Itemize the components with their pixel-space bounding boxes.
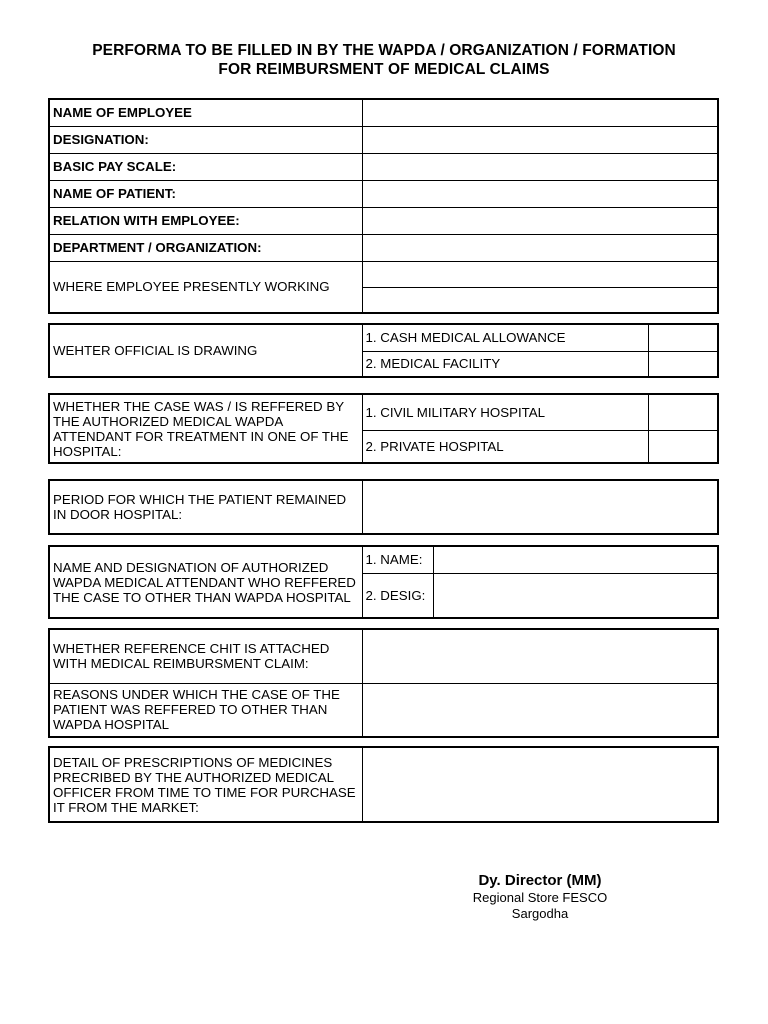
patient-name-field[interactable] [362, 180, 718, 207]
civil-military-checkbox[interactable] [648, 394, 718, 430]
private-hospital-checkbox[interactable] [648, 430, 718, 463]
cash-allowance-option: 1. CASH MEDICAL ALLOWANCE [362, 324, 648, 351]
employee-name-field[interactable] [362, 99, 718, 126]
drawing-table [48, 323, 719, 378]
relation-label: RELATION WITH EMPLOYEE: [49, 207, 362, 234]
signature-title: Dy. Director (MM) [478, 872, 602, 889]
employee-name-label: NAME OF EMPLOYEE [49, 99, 362, 126]
relation-field[interactable] [362, 207, 718, 234]
cash-allowance-checkbox[interactable] [648, 324, 718, 351]
period-field[interactable] [362, 480, 718, 534]
working-location-field-2[interactable] [362, 287, 718, 313]
civil-military-option: 1. CIVIL MILITARY HOSPITAL [362, 394, 648, 430]
department-label: DEPARTMENT / ORGANIZATION: [49, 234, 362, 261]
form-title-line-1: PERFORMA TO BE FILLED IN BY THE WAPDA / ORGANIZATION / FORMATION [92, 42, 676, 59]
private-hospital-option: 2. PRIVATE HOSPITAL [362, 430, 648, 463]
patient-name-label: NAME OF PATIENT: [49, 180, 362, 207]
attendant-table [48, 545, 719, 619]
prescriptions-table [48, 746, 719, 823]
working-location-label: WHERE EMPLOYEE PRESENTLY WORKING [49, 261, 362, 313]
designation-field[interactable] [362, 126, 718, 153]
drawing-label: WEHTER OFFICIAL IS DRAWING [49, 324, 362, 377]
attendant-label: NAME AND DESIGNATION OF AUTHORIZED WAPDA MEDICAL ATTENDANT WHO REFFERED THE CASE TO OTHER THAN WAPDA HOSPITAL [49, 546, 362, 618]
form-title [0, 41, 768, 79]
attendant-desig-label: 2. DESIG: [362, 573, 433, 618]
chit-field[interactable] [362, 629, 718, 683]
department-field[interactable] [362, 234, 718, 261]
chit-label: WHETHER REFERENCE CHIT IS ATTACHED WITH MEDICAL REIMBURSMENT CLAIM: [49, 629, 362, 683]
referral-label: WHETHER THE CASE WAS / IS REFFERED BY THE AUTHORIZED MEDICAL WAPDA ATTENDANT FOR TREATMENT IN ONE OF THE HOSPITAL: [49, 394, 362, 463]
signature-line-2: Sargodha [511, 906, 569, 921]
working-location-field-1[interactable] [362, 261, 718, 287]
chit-table [48, 628, 719, 738]
form-title-line-2: FOR REIMBURSMENT OF MEDICAL CLAIMS [218, 61, 550, 78]
pay-scale-label: BASIC PAY SCALE: [49, 153, 362, 180]
pay-scale-field[interactable] [362, 153, 718, 180]
attendant-name-label: 1. NAME: [362, 546, 433, 573]
prescriptions-label: DETAIL OF PRESCRIPTIONS OF MEDICINES PRECRIBED BY THE AUTHORIZED MEDICAL OFFICER FROM TIME TO TIME FOR PURCHASE IT FROM THE MARKET: [49, 747, 362, 822]
designation-label: DESIGNATION: [49, 126, 362, 153]
signature-block [430, 872, 650, 922]
period-table [48, 479, 719, 535]
reasons-field[interactable] [362, 683, 718, 737]
reasons-label: REASONS UNDER WHICH THE CASE OF THE PATIENT WAS REFFERED TO OTHER THAN WAPDA HOSPITAL [49, 683, 362, 737]
attendant-name-field[interactable] [433, 546, 718, 573]
medical-facility-option: 2. MEDICAL FACILITY [362, 351, 648, 377]
prescriptions-field[interactable] [362, 747, 718, 822]
employee-info-table [48, 98, 719, 314]
referral-table [48, 393, 719, 464]
period-label: PERIOD FOR WHICH THE PATIENT REMAINED IN DOOR HOSPITAL: [49, 480, 362, 534]
signature-line-1: Regional Store FESCO [472, 890, 608, 905]
medical-facility-checkbox[interactable] [648, 351, 718, 377]
attendant-desig-field[interactable] [433, 573, 718, 618]
